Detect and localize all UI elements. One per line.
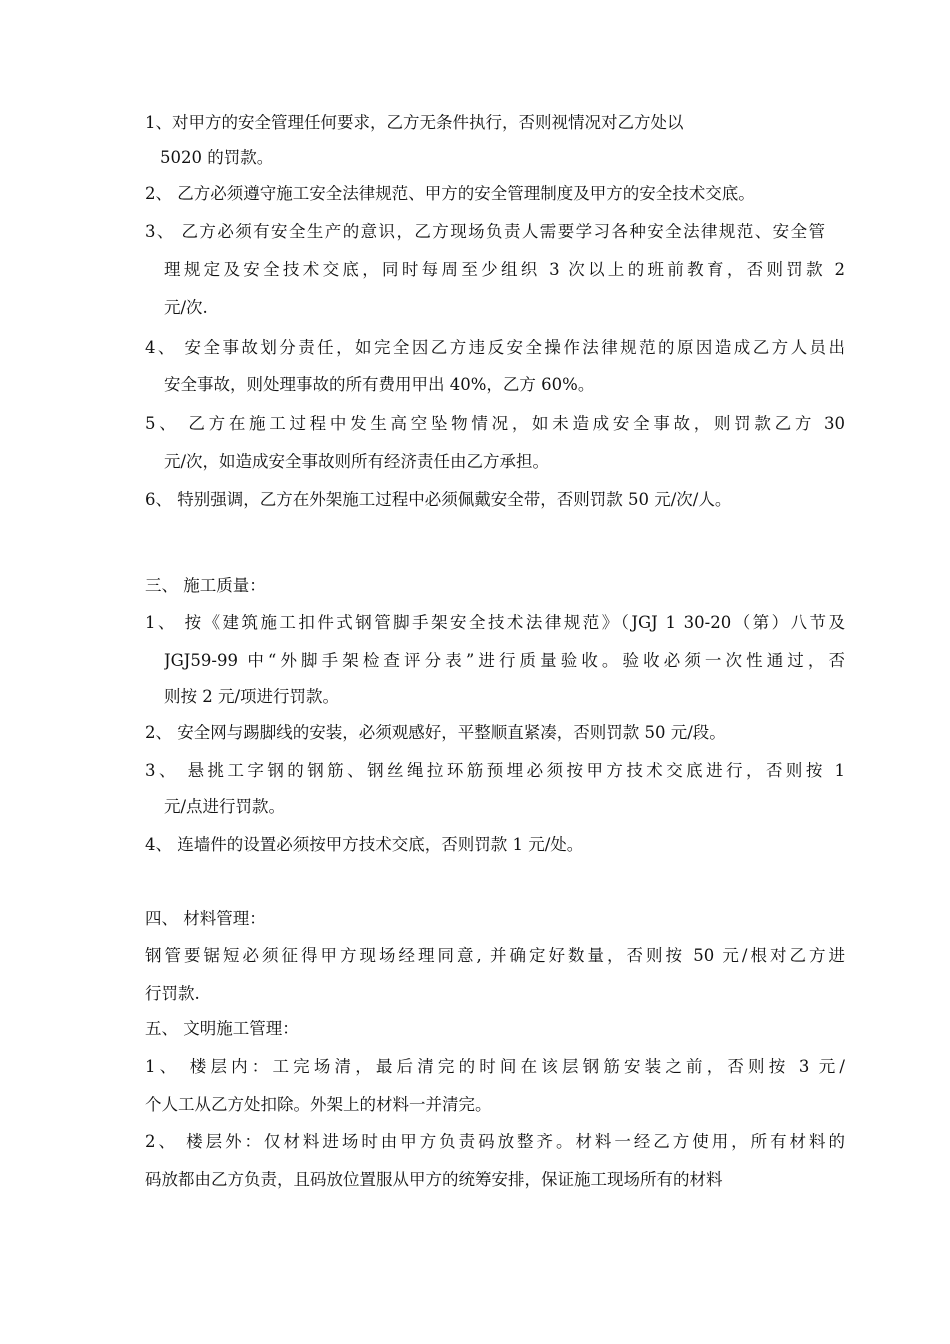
quality-item-2-line-1: 2、 安全网与踢脚线的安装，必须观感好，平整顺直紧凑，否则罚款 50 元/段。 [145, 723, 726, 742]
civilized-item-1-line-1: 1、 楼层内：工完场清，最后清完的时间在该层钢筋安装之前，否则按 3 元/ [145, 1057, 845, 1076]
safety-item-2-line-1: 2、 乙方必须遵守施工安全法律规范、甲方的安全管理制度及甲方的安全技术交底。 [145, 184, 755, 203]
safety-item-5-line-2: 元/次，如造成安全事故则所有经济责任由乙方承担。 [164, 452, 550, 471]
materials-line-2: 行罚款. [145, 984, 200, 1003]
safety-item-3-line-1: 3、 乙方必须有安全生产的意识，乙方现场负责人需要学习各种安全法律规范、安全管 [145, 222, 825, 241]
safety-item-1-line-2: 5020 的罚款。 [160, 148, 274, 167]
materials-heading: 四、 材料管理： [145, 909, 266, 928]
materials-line-1: 钢管要锯短必须征得甲方现场经理同意, 并确定好数量，否则按 50 元/根对乙方进 [145, 946, 845, 965]
civilized-heading: 五、 文明施工管理： [145, 1019, 299, 1038]
civilized-item-2-line-2: 码放都由乙方负责，且码放位置服从甲方的统筹安排，保证施工现场所有的材料 [145, 1170, 723, 1189]
quality-item-1-line-2: JGJ59-99 中“外脚手架检查评分表”进行质量验收。验收必须一次性通过，否 [164, 651, 845, 670]
safety-item-1-line-1: 1、对甲方的安全管理任何要求，乙方无条件执行，否则视情况对乙方处以 [145, 113, 684, 132]
civilized-item-1-line-2: 个人工从乙方处扣除。外架上的材料一并清完。 [145, 1095, 492, 1114]
safety-item-3-line-3: 元/次. [164, 298, 208, 317]
quality-heading: 三、 施工质量： [145, 576, 266, 595]
quality-item-1-line-3: 则按 2 元/项进行罚款。 [164, 687, 340, 706]
safety-item-5-line-1: 5、 乙方在施工过程中发生高空坠物情况，如未造成安全事故，则罚款乙方 30 [145, 414, 845, 433]
safety-item-6-line-1: 6、 特别强调，乙方在外架施工过程中必须佩戴安全带，否则罚款 50 元/次/人。 [145, 490, 732, 509]
safety-item-3-line-2: 理规定及安全技术交底，同时每周至少组织 3 次以上的班前教育，否则罚款 2 [164, 260, 845, 279]
civilized-item-2-line-1: 2、 楼层外：仅材料进场时由甲方负责码放整齐。材料一经乙方使用，所有材料的 [145, 1132, 845, 1151]
safety-item-4-line-1: 4、 安全事故划分责任，如完全因乙方违反安全操作法律规范的原因造成乙方人员出 [145, 338, 845, 357]
quality-item-3-line-1: 3、 悬挑工字钢的钢筋、钢丝绳拉环筋预埋必须按甲方技术交底进行，否则按 1 [145, 761, 845, 780]
quality-item-3-line-2: 元/点进行罚款。 [164, 797, 286, 816]
safety-item-4-line-2: 安全事故，则处理事故的所有费用甲出 40%，乙方 60%。 [164, 375, 595, 394]
quality-item-4-line-1: 4、 连墙件的设置必须按甲方技术交底，否则罚款 1 元/处。 [145, 835, 584, 854]
quality-item-1-line-1: 1、 按《建筑施工扣件式钢管脚手架安全技术法律规范》（JGJ 1 30-20（第）八节及 [145, 613, 845, 632]
